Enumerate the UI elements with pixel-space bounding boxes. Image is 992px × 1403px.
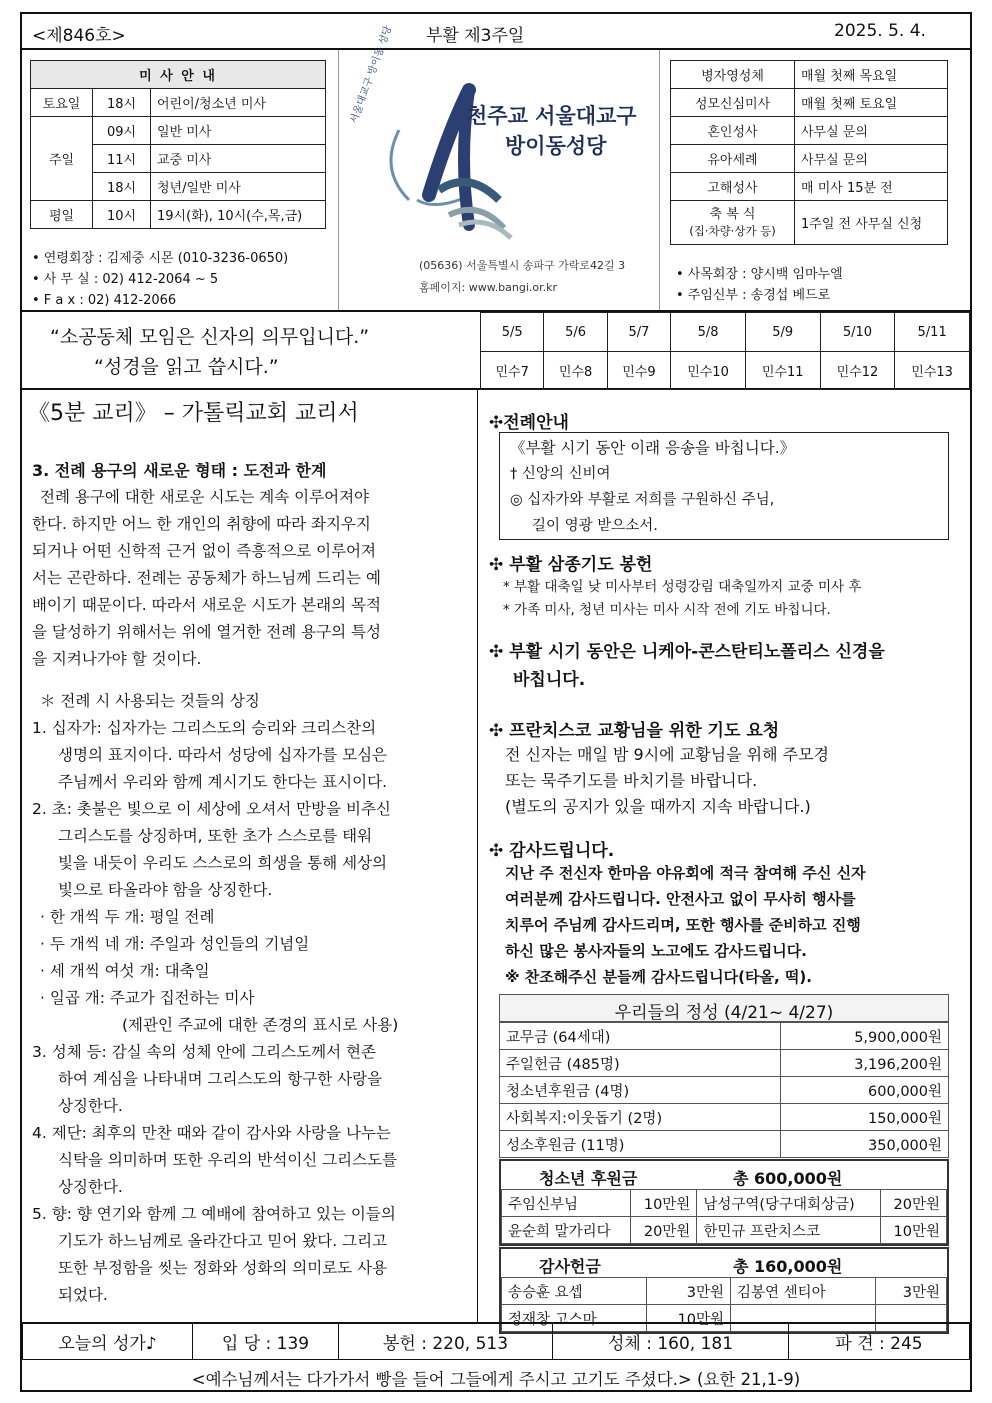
mass-time: 11시 [93, 145, 151, 173]
symbol-item: 4. 제단: 최후의 만찬 때와 같이 감사와 사랑을 나누는 [32, 1124, 391, 1142]
staff-pastor: • 주임신부 : 송경섭 베드로 [676, 288, 831, 303]
parish-address: (05636) 서울특별시 송파구 가락로42길 3 [419, 259, 626, 272]
donor-name: 주임신부님 [502, 1190, 631, 1217]
sacrament-name: 고해성사 [671, 173, 795, 201]
reading-date: 5/8 [671, 313, 746, 352]
parish-name-1: 천주교 서울대교구 [467, 104, 637, 128]
paragraph-line: 을 지켜나가야 할 것이다. [32, 650, 202, 668]
reading-date: 5/6 [544, 313, 607, 352]
liturgy-response: ◎ 십자가와 부활로 저희를 구원하신 주님, [510, 492, 775, 508]
reading-date: 5/7 [607, 313, 670, 352]
blessing-sub-label: (집·차량·상가 등) [689, 223, 776, 238]
paragraph-line: 을 달성하기 위해서는 위에 열거한 전례 용구의 특성 [32, 623, 381, 641]
symbol-list [32, 688, 476, 1309]
reading-chapter: 민수9 [607, 352, 670, 390]
offering-label: 주일헌금 (485명) [500, 1050, 781, 1077]
bulletin-page [20, 12, 972, 1392]
paragraph-line: 서는 곤란하다. 전례는 공동체가 하느님께 드리는 예 [32, 569, 381, 587]
mass-time: 18시 [93, 173, 151, 201]
sacrament-name: 혼인성사 [671, 117, 795, 145]
symbol-item: (제관인 주교에 대한 존경의 표시로 사용) [122, 1016, 399, 1034]
mass-desc: 교중 미사 [151, 145, 326, 173]
donor-amount: 3만원 [875, 1278, 946, 1305]
sacrament-info: 사무실 문의 [795, 117, 948, 145]
slogan-1: “소공동체 모임은 신자의 의무입니다.” [50, 326, 370, 348]
notice-line: 지난 주 전신자 한마음 야유회에 적극 참여해 주신 신자 [505, 864, 866, 882]
symbol-item: 하여 계심을 나타내며 그리스도의 항구한 사랑을 [58, 1070, 383, 1088]
mass-desc: 19시(화), 10시(수,목,금) [151, 201, 326, 229]
hymn-entrance: 입 당 : 139 [193, 1323, 339, 1359]
notice-pope-title: ✣ 프란치스코 교황님을 위한 기도 요청 [489, 721, 780, 741]
contact-office: • 사 무 실 : 02) 412-2064 ~ 5 [32, 272, 219, 287]
symbol-item: 3. 성체 등: 감실 속의 성체 안에 그리스도께서 현존 [32, 1043, 376, 1061]
issue-date: 2025. 5. 4. [834, 21, 926, 41]
youth-donation-header [501, 1161, 947, 1189]
youth-donation-total: 총 600,000원 [733, 1169, 843, 1188]
mass-table [30, 60, 326, 229]
mass-time: 09시 [93, 117, 151, 145]
reading-date: 5/9 [745, 313, 820, 352]
sacrament-info: 매월 첫째 토요일 [795, 89, 948, 117]
thanks-donation-title: 감사헌금 [539, 1257, 601, 1276]
mass-day: 평일 [31, 201, 93, 229]
hymn-label: 오늘의 성가♪ [23, 1323, 193, 1359]
reading-chapter: 민수7 [481, 352, 544, 390]
youth-donation-box [499, 1159, 949, 1246]
reading-chapter: 민수10 [671, 352, 746, 390]
mass-desc: 일반 미사 [151, 117, 326, 145]
symbol-item: 2. 초: 촛불은 빛으로 이 세상에 오셔서 만방을 비추신 [32, 800, 391, 818]
symbol-item: 식탁을 의미하며 또한 우리의 반석이신 그리스도를 [58, 1151, 398, 1169]
parish-name-2: 방이동성당 [505, 134, 607, 158]
donor-name: 김봉연 센티아 [731, 1278, 876, 1305]
sacrament-name: 유아세례 [671, 145, 795, 173]
reading-chapter: 민수8 [544, 352, 607, 390]
notice-angelus-title: ✣ 부활 삼종기도 봉헌 [489, 555, 653, 575]
mass-table-title: 미 사 안 내 [31, 61, 326, 89]
symbol-item: 상징한다. [58, 1178, 123, 1196]
offering-title: 우리들의 정성 (4/21~ 4/27) [499, 994, 949, 1022]
mass-desc: 어린이/청소년 미사 [151, 89, 326, 117]
hymn-communion: 성체 : 160, 181 [553, 1323, 789, 1359]
reading-chapter: 민수12 [820, 352, 895, 390]
header-bar [22, 14, 970, 50]
symbol-item: · 한 개씩 두 개: 평일 전례 [40, 908, 215, 926]
sacrament-name: 성모신심미사 [671, 89, 795, 117]
liturgy-response-cont: 길이 영광 받으소서. [532, 518, 658, 534]
donor-name: 정재창 고스마 [502, 1305, 647, 1332]
liturgy-title: ✣전례안내 [489, 413, 569, 433]
notice-line: (별도의 공지가 있을 때까지 지속 바랍니다.) [505, 797, 811, 816]
thanks-donation-box [499, 1247, 949, 1334]
hymn-row [22, 1322, 970, 1360]
symbol-item: 상징한다. [58, 1097, 123, 1115]
catechism-column [22, 390, 478, 1322]
mass-day: 주일 [31, 117, 93, 201]
symbol-item: 그리스도를 상징하며, 또한 초가 스스로를 태워 [58, 827, 373, 845]
symbol-item: 5. 향: 향 연기와 함께 그 예배에 참여하고 있는 이들의 [32, 1205, 396, 1223]
donor-amount: 20만원 [880, 1190, 946, 1217]
liturgy-versicle: † 신앙의 신비여 [510, 466, 611, 482]
bible-reading-table [480, 312, 970, 390]
thanks-donation-total: 총 160,000원 [733, 1257, 843, 1276]
mass-time: 18시 [93, 89, 151, 117]
sacrament-name: 병자영성체 [671, 61, 795, 89]
reading-chapter: 민수11 [745, 352, 820, 390]
notice-creed [489, 638, 885, 694]
donor-amount: 20만원 [631, 1217, 697, 1244]
sacrament-info: 매월 첫째 목요일 [795, 61, 948, 89]
donor-name: 남성구역(당구대회상금) [697, 1190, 880, 1217]
contact-funeral: • 연령회장 : 김제중 시몬 (010-3236-0650) [32, 251, 289, 266]
symbol-item: · 두 개씩 네 개: 주일과 성인들의 기념일 [40, 935, 310, 953]
notice-angelus-body [503, 576, 861, 622]
notice-line: ※ 찬조해주신 분들께 감사드립니다(타올, 떡). [505, 968, 812, 986]
symbol-item: 되었다. [58, 1286, 108, 1304]
thanks-donation-header [501, 1249, 947, 1277]
paragraph-line: 되거나 어떤 신학적 근거 없이 즉흥적으로 이루어져 [32, 542, 376, 560]
sacrament-info: 매 미사 15분 전 [795, 173, 948, 201]
issue-number: <제846호> [32, 26, 126, 46]
notice-line: 여러분께 감사드립니다. 안전사고 없이 무사히 행사를 [505, 890, 856, 908]
reading-chapter: 민수13 [895, 352, 970, 390]
notice-line: 치루어 주님께 감사드리며, 또한 행사를 준비하고 진행 [505, 916, 861, 934]
offering-amount: 350,000원 [781, 1131, 949, 1158]
donor-name: 송승훈 요셉 [502, 1278, 647, 1305]
parish-homepage: 홈페이지: www.bangi.or.kr [419, 281, 558, 294]
staff-council-head: • 사목회장 : 양시백 임마누엘 [676, 267, 843, 282]
offering-label: 청소년후원금 (4명) [500, 1077, 781, 1104]
donor-amount: 3만원 [646, 1278, 731, 1305]
notice-thanks-body [505, 860, 866, 990]
offering-amount: 3,196,200원 [781, 1050, 949, 1077]
notice-thanks-title: ✣ 감사드립니다. [489, 841, 615, 861]
symbol-item: 생명의 표지이다. 따라서 성당에 십자가를 모심은 [58, 746, 388, 764]
parish-logo-icon [339, 50, 659, 250]
paragraph-line: 한다. 하지만 어느 한 개인의 취향에 따라 좌지우지 [32, 515, 371, 533]
donor-name: 윤순희 말가리다 [502, 1217, 631, 1244]
offering-table [499, 1022, 949, 1158]
paragraph-line: 배이기 때문이다. 따라서 새로운 시도가 본래의 목적 [32, 596, 381, 614]
notice-column [479, 390, 970, 1328]
sacrament-table [670, 60, 948, 245]
youth-donation-table [501, 1189, 947, 1244]
reading-date: 5/5 [481, 313, 544, 352]
hymn-dismissal: 파 견 : 245 [789, 1323, 970, 1359]
donor-amount: 10만원 [631, 1190, 697, 1217]
notice-line: 또는 묵주기도를 바치기를 바랍니다. [505, 771, 758, 790]
notice-pope-body [505, 742, 829, 820]
donor-name: 한민규 프란치스코 [697, 1217, 880, 1244]
offering-label: 성소후원금 (11명) [500, 1131, 781, 1158]
notice-line: 하신 많은 봉사자들의 노고에도 감사드립니다. [505, 942, 807, 960]
liturgy-box [499, 432, 949, 540]
hymn-offertory: 봉헌 : 220, 513 [339, 1323, 553, 1359]
liturgy-box-title: 《부활 시기 동안 이래 응송을 바칩니다.》 [510, 439, 796, 457]
gospel-verse: <예수님께서는 다가가서 빵을 들어 그들에게 주시고 고기도 주셨다.> (요한 21,1-9) [22, 1359, 970, 1392]
offering-section [499, 994, 949, 1334]
week-title: 부활 제3주일 [426, 26, 525, 46]
offering-amount: 600,000원 [781, 1077, 949, 1104]
staff-list [676, 264, 843, 306]
mass-day: 토요일 [31, 89, 93, 117]
symbol-item: · 일곱 개: 주교가 집전하는 미사 [40, 989, 255, 1007]
mass-time: 10시 [93, 201, 151, 229]
contact-fax: • F a x : 02) 412-2066 [32, 293, 177, 308]
symbol-list-title: ＊ 전례 시 사용되는 것들의 상징 [40, 692, 260, 710]
notice-line: * 가족 미사, 청년 미사는 미사 시작 전에 기도 바칩니다. [503, 602, 831, 618]
notice-creed-line-1: ✣ 부활 시기 동안은 니케아-콘스탄티노폴리스 신경을 [489, 642, 885, 662]
notice-line: 전 신자는 매일 밤 9시에 교황님을 위해 주모경 [505, 745, 829, 764]
catechism-paragraph [32, 484, 472, 673]
logo-arc-text: 서울대교구 방이동 성당 [348, 24, 395, 126]
reading-date: 5/11 [895, 313, 970, 352]
symbol-item: 기도가 하느님께로 올라간다고 믿어 왔다. 그리고 [58, 1232, 388, 1250]
offering-label: 사회복지:이웃돕기 (2명) [500, 1104, 781, 1131]
sacrament-info: 사무실 문의 [795, 145, 948, 173]
sacrament-name-blessing [671, 201, 795, 245]
symbol-item: 1. 십자가: 십자가는 그리스도의 승리와 크리스찬의 [32, 719, 377, 737]
donor-amount: 10만원 [646, 1305, 731, 1332]
notice-creed-line-2: 바칩니다. [513, 670, 586, 690]
sacrament-info: 1주일 전 사무실 신청 [795, 201, 948, 245]
catechism-heading: 3. 전례 용구의 새로운 형태 : 도전과 한계 [32, 461, 327, 480]
offering-label: 교무금 (64세대) [500, 1023, 781, 1050]
symbol-item: 또한 부정함을 씻는 정화와 성화의 의미로도 사용 [58, 1259, 388, 1277]
donor-amount: 10만원 [880, 1217, 946, 1244]
mass-desc: 청년/일반 미사 [151, 173, 326, 201]
offering-amount: 150,000원 [781, 1104, 949, 1131]
symbol-item: · 세 개씩 여섯 개: 대축일 [40, 962, 210, 980]
contact-list [32, 248, 288, 311]
reading-date: 5/10 [820, 313, 895, 352]
catechism-title: 《5분 교리》 – 가톨릭교회 교리서 [28, 401, 359, 426]
slogan-row [22, 312, 970, 390]
symbol-item: 빛으로 타올라야 함을 상징한다. [58, 881, 273, 899]
slogan-2: “성경을 읽고 씁시다.” [94, 356, 279, 378]
symbol-item: 빛을 내듯이 우리도 스스로의 희생을 통해 세상의 [58, 854, 388, 872]
youth-donation-title: 청소년 후원금 [539, 1169, 638, 1188]
symbol-item: 주님께서 우리와 함께 계시기도 한다는 표시이다. [58, 773, 388, 791]
offering-amount: 5,900,000원 [781, 1023, 949, 1050]
paragraph-line: 전례 용구에 대한 새로운 시도는 계속 이루어져야 [40, 488, 370, 506]
notice-line: * 부활 대축일 낮 미사부터 성령강림 대축일까지 교중 미사 후 [503, 579, 862, 595]
blessing-label: 축 복 식 [709, 206, 756, 222]
